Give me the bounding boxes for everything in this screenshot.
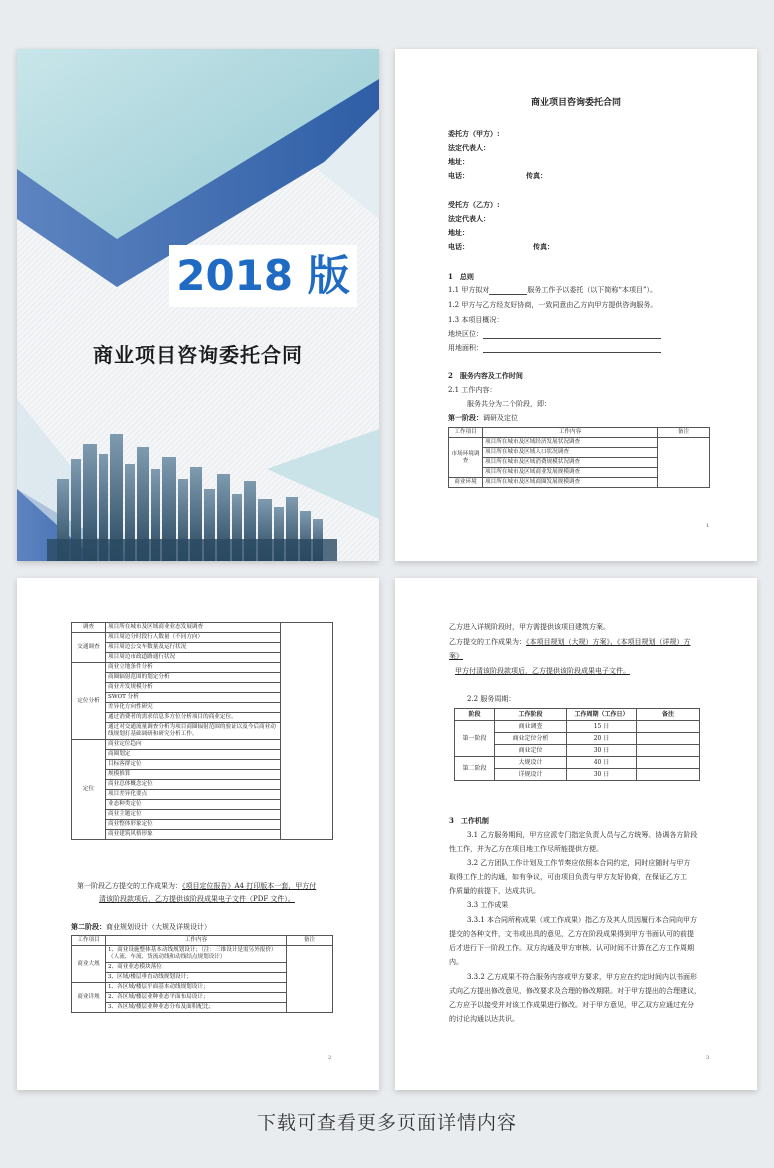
clause-3-3-1-line-4: 内。 xyxy=(449,958,463,966)
party-a-fax: 传真： xyxy=(526,171,547,180)
table-cell: 30 日 xyxy=(567,745,637,757)
table-cell: 目标客群定位 xyxy=(106,760,281,770)
site-area-blank xyxy=(483,346,661,353)
para-deliverables-end: 案》 xyxy=(449,652,463,660)
table-cell: 商圈辐射范围的划定分析 xyxy=(106,673,281,683)
table-cell: 40 日 xyxy=(567,757,637,769)
table-cell: 2、商业业态模块落位 xyxy=(106,963,287,973)
page-number: 2 xyxy=(328,1055,332,1061)
table-row xyxy=(72,623,333,633)
party-b-address: 地址： xyxy=(448,228,469,237)
table-cell: 通过消费者的需求信息多方位分析项目的商业定位。 xyxy=(106,713,281,723)
table-cell: 项目所在城市及区域人口状况调查 xyxy=(483,448,658,458)
table-header-row xyxy=(449,428,710,438)
table-group-cell: 定位分析 xyxy=(72,663,106,740)
contract-page-2 xyxy=(17,578,379,1090)
clause-2-2: 2.2 服务周期： xyxy=(467,695,516,703)
clause-1-3: 1.3 本项目概况： xyxy=(448,316,504,324)
clause-3-3-1-line-3: 后才进行下一阶段工作。双方沟通及甲方审核、认可时间不计算在乙方工作周期 xyxy=(449,944,694,952)
table-cell: 3、区域/楼层垂直动线规划设计； xyxy=(106,973,287,983)
clause-3-2-line-1: 3.2 乙方团队工作计划及工作节奏应依照本合同约定，同时应随时与甲方 xyxy=(467,859,691,867)
page-number: 1 xyxy=(706,523,710,529)
table-row xyxy=(449,438,710,448)
table-row xyxy=(455,721,700,733)
clause-3-3-2-line-4: 的讨论沟通以达共识。 xyxy=(449,1015,519,1023)
table-note-cell xyxy=(637,769,700,781)
phase-1-label: 第一阶段： xyxy=(448,413,483,422)
party-b-fax: 传真： xyxy=(533,242,554,251)
table-cell: 15 日 xyxy=(567,721,637,733)
phase-1-text: 调研及定位 xyxy=(483,414,518,422)
table-cell: 项目所在城市及区域商业业态发展调查 xyxy=(106,623,281,633)
clause-1-1 xyxy=(448,285,657,295)
table-cell: 商业定位趋向 xyxy=(106,740,281,750)
table-cell: 详规设计 xyxy=(495,769,567,781)
table-note-cell xyxy=(287,946,333,1013)
phase-2-text: 商业规划设计（大规及详规设计） xyxy=(106,923,211,931)
phase-2-line xyxy=(71,922,211,932)
phase-1-result-doc: 《项目定位报告》A4 打印版本一套，甲方付 xyxy=(182,882,317,890)
table-cell: 业态种类定位 xyxy=(106,800,281,810)
table-cell: 3、各区域/楼层业种业态分布及面积配比； xyxy=(106,1003,287,1013)
download-more-link[interactable]: 下载可查看更多页面详情内容 xyxy=(256,1112,517,1134)
table-cell: 项目周边公交车数量及运行状况 xyxy=(106,643,281,653)
table-cell: 商业调查 xyxy=(495,721,567,733)
para-deliverables-docs: 《本项目规划（大规）方案》、《本项目规划（详规）方 xyxy=(526,638,691,646)
phase-1-result-lead: 第一阶段乙方提交的工作成果为： xyxy=(77,882,182,890)
clause-1-1-end: 服务工作予以委托（以下简称“本项目”）。 xyxy=(527,286,658,294)
party-b-phone: 电话： xyxy=(448,242,469,251)
table-note-cell xyxy=(637,757,700,769)
table-cell: 20 日 xyxy=(567,733,637,745)
clause-3-3-1-line-2: 提交的各种文件，文书或出具的意见，乙方在阶段成果得到甲方书面认可的前提 xyxy=(449,930,694,938)
table-cell: 商业定位 xyxy=(495,745,567,757)
page-heading: 商业项目咨询委托合同 xyxy=(530,98,621,108)
table-note-cell xyxy=(658,438,710,488)
table-header: 备注 xyxy=(658,428,710,438)
table-cell: 商圈划定 xyxy=(106,750,281,760)
phase-1-result-line-2: 清该阶段款项后，乙方提供该阶段成果电子文件（PDF 文件）。 xyxy=(99,895,295,903)
table-cell: 1、商业设施整体基本动线规划设计；（注：三维设计是需另外报价）（人流、车流、货流动线和动线结点规划设计） xyxy=(106,946,287,963)
table-cell: 项目所在城市及区域商圈发展规模调查 xyxy=(483,478,658,488)
page-number: 3 xyxy=(706,1055,710,1061)
table-cell: 项目所在城市及区域经济发展状况调查 xyxy=(483,438,658,448)
table-group-cell: 交通调查 xyxy=(72,633,106,663)
cover-title: 商业项目咨询委托合同 xyxy=(93,343,303,367)
table-header: 备注 xyxy=(637,709,700,721)
table-note-cell xyxy=(637,733,700,745)
stage-cell: 第一阶段 xyxy=(455,721,495,757)
section-3-title: 3 工作机制 xyxy=(449,816,489,825)
table-cell: 项目差异化要点 xyxy=(106,790,281,800)
table-header: 工作阶段 xyxy=(495,709,567,721)
section-2-title: 2 服务内容及工作时间 xyxy=(448,371,523,380)
party-a-address: 地址： xyxy=(448,157,469,166)
clause-1-1-start: 1.1 甲方拟对 xyxy=(448,286,490,294)
para-deliverables-lead: 乙方提交的工作成果为： xyxy=(449,638,526,646)
table-cell: 商业整体形象定位 xyxy=(106,820,281,830)
table-cell: 2、各区域/楼层业种业态平面布局设计； xyxy=(106,993,287,1003)
table-note-cell xyxy=(637,721,700,733)
table-cell: SWOT 分析 xyxy=(106,693,281,703)
table-note-cell xyxy=(281,623,333,840)
party-b-rep: 法定代表人： xyxy=(448,214,490,223)
phase-1-table-continued xyxy=(71,622,333,840)
table-cell: 大规设计 xyxy=(495,757,567,769)
phase-1-result-line-1 xyxy=(77,881,316,891)
table-cell: 项目周边分时段行人数量（不同方向） xyxy=(106,633,281,643)
para-building-plan: 乙方进入详规阶段时，甲方需提供该项目建筑方案。 xyxy=(449,623,610,631)
clause-3-2-line-3: 作质量的前提下，达成共识。 xyxy=(449,887,540,895)
table-note-cell xyxy=(637,745,700,757)
table-group-cell: 商业大规 xyxy=(72,946,106,983)
phase-2-table xyxy=(71,935,333,1013)
service-cycle-table xyxy=(454,708,700,781)
table-header: 工作内容 xyxy=(106,936,287,946)
clause-1-1-blank xyxy=(489,288,527,295)
stage-cell: 第二阶段 xyxy=(455,757,495,781)
site-location-label: 地块区位： xyxy=(448,330,483,338)
cover-edition: 2018 版 xyxy=(176,251,350,300)
clause-2-1-body: 服务共分为二个阶段，即： xyxy=(467,400,551,408)
clause-3-3-2-line-3: 乙方应予以接受并对该工作成果进行修改。对于甲方意见，甲乙双方应通过充分 xyxy=(449,1001,694,1009)
table-header-row xyxy=(72,936,333,946)
clause-3-3-1-line-1: 3.3.1 本合同所称成果（或工作成果）指乙方及其人员因履行本合同向甲方 xyxy=(467,916,698,924)
para-payment-files: 甲方付清该阶段款项后，乙方提供该阶段成果电子文件。 xyxy=(455,667,630,675)
table-cell: 通过对交通流量调查分析为项目商圈辐射范围的验证以及今后商业动线规划打基础调研和研究分析工作。 xyxy=(106,723,281,740)
table-header-row xyxy=(455,709,700,721)
table-group-cell: 定位 xyxy=(72,740,106,840)
table-cell: 规模推算 xyxy=(106,770,281,780)
party-b-consultant: 受托方（乙方）: xyxy=(448,200,500,209)
cover-page xyxy=(17,49,379,561)
table-cell: 项目所在城市及区域消费规模状况调查 xyxy=(483,458,658,468)
party-a-rep: 法定代表人： xyxy=(448,143,490,152)
para-deliverables xyxy=(449,637,691,647)
clause-3-3: 3.3 工作成果 xyxy=(467,901,509,909)
table-row xyxy=(72,946,333,963)
site-area-row xyxy=(448,343,661,353)
table-cell: 差异化方向性研究 xyxy=(106,703,281,713)
clause-3-1-line-1: 3.1 乙方服务期间，甲方应派专门指定负责人员与乙方统筹、协调各方阶段 xyxy=(467,831,698,839)
table-cell: 商业主题定位 xyxy=(106,810,281,820)
table-group-cell: 市场环境调查 xyxy=(449,438,483,478)
phase-1-line xyxy=(448,413,518,423)
section-1-title: 1 总则 xyxy=(448,272,474,281)
clause-3-3-2-line-1: 3.3.2 乙方成果不符合服务内容或甲方要求，甲方应在约定时间内以书面形 xyxy=(467,973,698,981)
table-group-cell: 调查 xyxy=(72,623,106,633)
clause-1-2: 1.2 甲方与乙方经友好协商，一致同意由乙方向甲方提供咨询服务。 xyxy=(448,301,658,309)
site-location-row xyxy=(448,329,661,339)
party-a-phone: 电话： xyxy=(448,171,469,180)
clause-2-1: 2.1 工作内容： xyxy=(448,386,497,394)
table-cell: 商业总体概念定位 xyxy=(106,780,281,790)
table-header: 工作周期（工作日） xyxy=(567,709,637,721)
table-header: 工作项目 xyxy=(72,936,106,946)
table-group-cell: 商业环境 xyxy=(449,478,483,488)
site-area-label: 用地面积： xyxy=(448,344,483,352)
site-location-blank xyxy=(483,332,661,339)
phase-1-table xyxy=(448,427,710,488)
clause-3-1-line-2: 性工作，并为乙方在项目地工作尽所能提供方便。 xyxy=(449,845,603,853)
cover-graphic xyxy=(17,49,379,561)
table-cell: 项目所在城市及区域商业发展规模调查 xyxy=(483,468,658,478)
table-cell: 1、各区域/楼层平面基本动线规划设计； xyxy=(106,983,287,993)
party-a-client: 委托方（甲方）: xyxy=(448,129,500,138)
clause-3-2-line-2: 取得工作上的沟通，如有争议，可由项目负责与甲方友好协商，在保证乙方工 xyxy=(449,873,687,881)
contract-page-3 xyxy=(395,578,757,1090)
table-cell: 商业定位分析 xyxy=(495,733,567,745)
table-row xyxy=(455,757,700,769)
table-header: 工作内容 xyxy=(483,428,658,438)
contract-page-1 xyxy=(395,49,757,561)
clause-3-3-2-line-2: 式向乙方提出修改意见，修改要求及合理的修改期限。对于甲方提出的合理建议， xyxy=(449,987,701,995)
table-header: 备注 xyxy=(287,936,333,946)
table-header: 阶段 xyxy=(455,709,495,721)
table-cell: 30 日 xyxy=(567,769,637,781)
table-cell: 商业建筑风格形象 xyxy=(106,830,281,840)
phase-2-label: 第二阶段： xyxy=(71,922,106,931)
table-group-cell: 商业详规 xyxy=(72,983,106,1013)
table-header: 工作项目 xyxy=(449,428,483,438)
table-cell: 商业开发规模分析 xyxy=(106,683,281,693)
table-cell: 项目周边市政道路通行状况 xyxy=(106,653,281,663)
table-cell: 商业立地条件分析 xyxy=(106,663,281,673)
